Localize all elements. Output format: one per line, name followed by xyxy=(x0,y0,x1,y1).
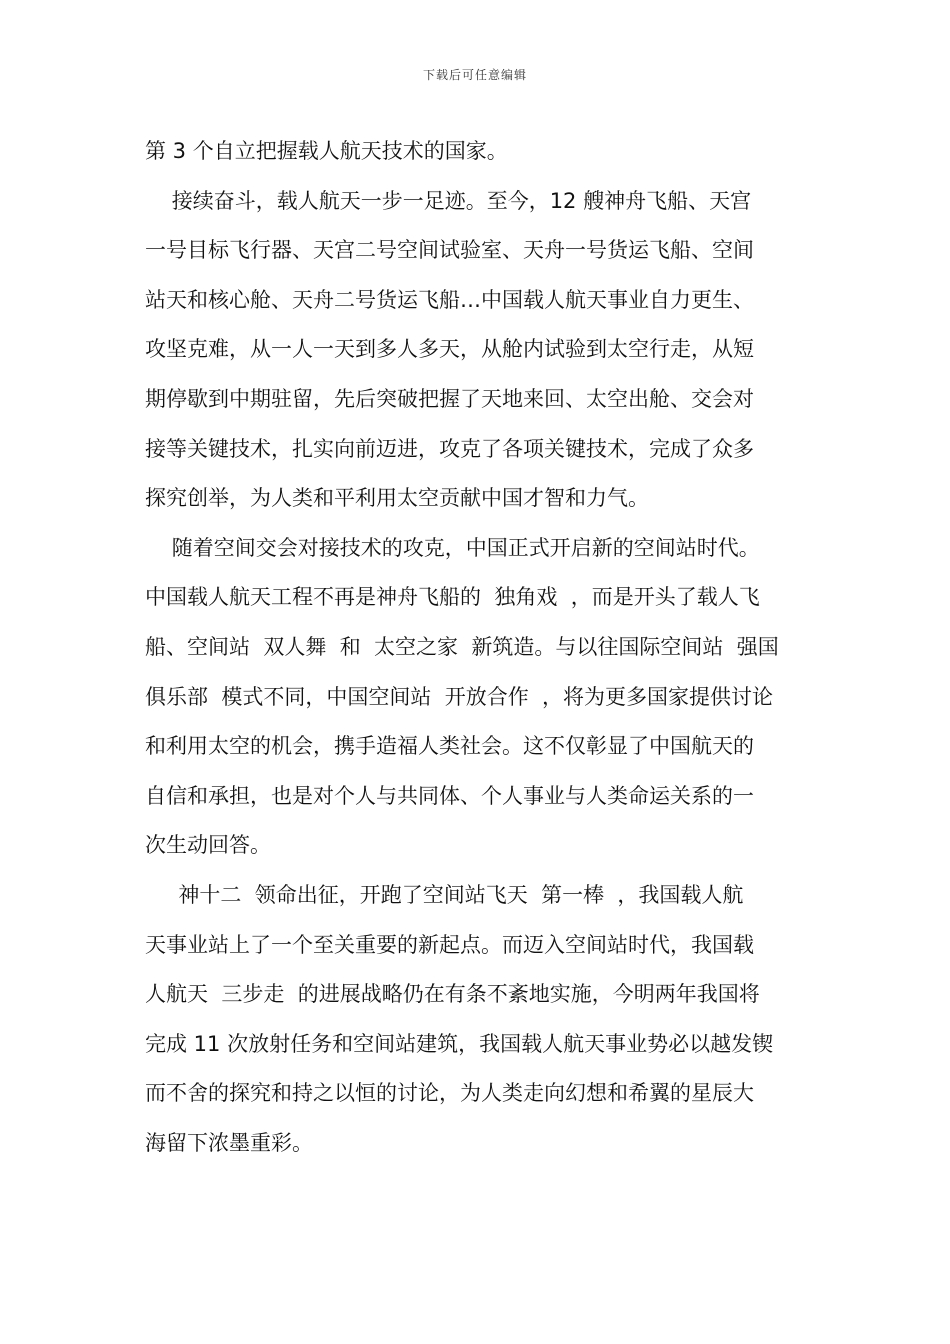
text-line: 接续奋斗，载人航天一步一足迹。至今，12 艘神舟飞船、天宫 xyxy=(145,188,752,213)
page-header: 下载后可任意编辑 xyxy=(422,68,527,82)
text-line: 自信和承担，也是对个人与共同体、个人事业与人类命运关系的一 xyxy=(145,783,754,808)
text-line: 站天和核心舱、天舟二号货运飞船…中国载人航天事业自力更生、 xyxy=(145,287,754,312)
text-line: 和利用太空的机会，携手造福人类社会。这不仅彰显了中国航天的 xyxy=(145,734,754,759)
body-text xyxy=(145,127,810,1168)
text-line: 期停歇到中期驻留，先后突破把握了天地来回、太空出舱、交会对 xyxy=(145,386,754,411)
text-line: 接等关键技术，扎实向前迈进，攻克了各项关键技术，完成了众多 xyxy=(145,436,754,461)
text-line: 中国载人航天工程不再是神舟飞船的 独角戏 ，而是开头了载人飞 xyxy=(145,585,760,610)
text-line: 神十二 领命出征，开跑了空间站飞天 第一棒 ，我国载人航 xyxy=(145,882,744,907)
text-line: 次生动回答。 xyxy=(145,833,271,858)
text-line: 随着空间交会对接技术的攻克，中国正式开启新的空间站时代。 xyxy=(145,535,760,560)
text-line: 探究创举，为人类和平利用太空贡献中国才智和力气。 xyxy=(145,486,649,511)
text-line: 第 3 个自立把握载人航天技术的国家。 xyxy=(145,139,508,163)
text-line: 攻坚克难，从一人一天到多人多天，从舱内试验到太空行走，从短 xyxy=(145,337,754,362)
text-line: 一号目标飞行器、天宫二号空间试验室、天舟一号货运飞船、空间 xyxy=(145,238,754,263)
text-line: 而不舍的探究和持之以恒的讨论，为人类走向幻想和希翼的星辰大 xyxy=(145,1081,754,1106)
text-line: 人航天 三步走 的进展战略仍在有条不紊地实施，今明两年我国将 xyxy=(145,982,760,1007)
text-line: 天事业站上了一个至关重要的新起点。而迈入空间站时代，我国载 xyxy=(145,932,754,957)
text-line: 完成 11 次放射任务和空间站建筑，我国载人航天事业势必以越发锲 xyxy=(145,1031,774,1056)
text-line: 俱乐部 模式不同，中国空间站 开放合作 ，将为更多国家提供讨论 xyxy=(145,684,774,709)
text-line: 海留下浓墨重彩。 xyxy=(145,1130,313,1155)
text-line: 船、空间站 双人舞 和 太空之家 新筑造。与以往国际空间站 强国 xyxy=(145,634,779,659)
